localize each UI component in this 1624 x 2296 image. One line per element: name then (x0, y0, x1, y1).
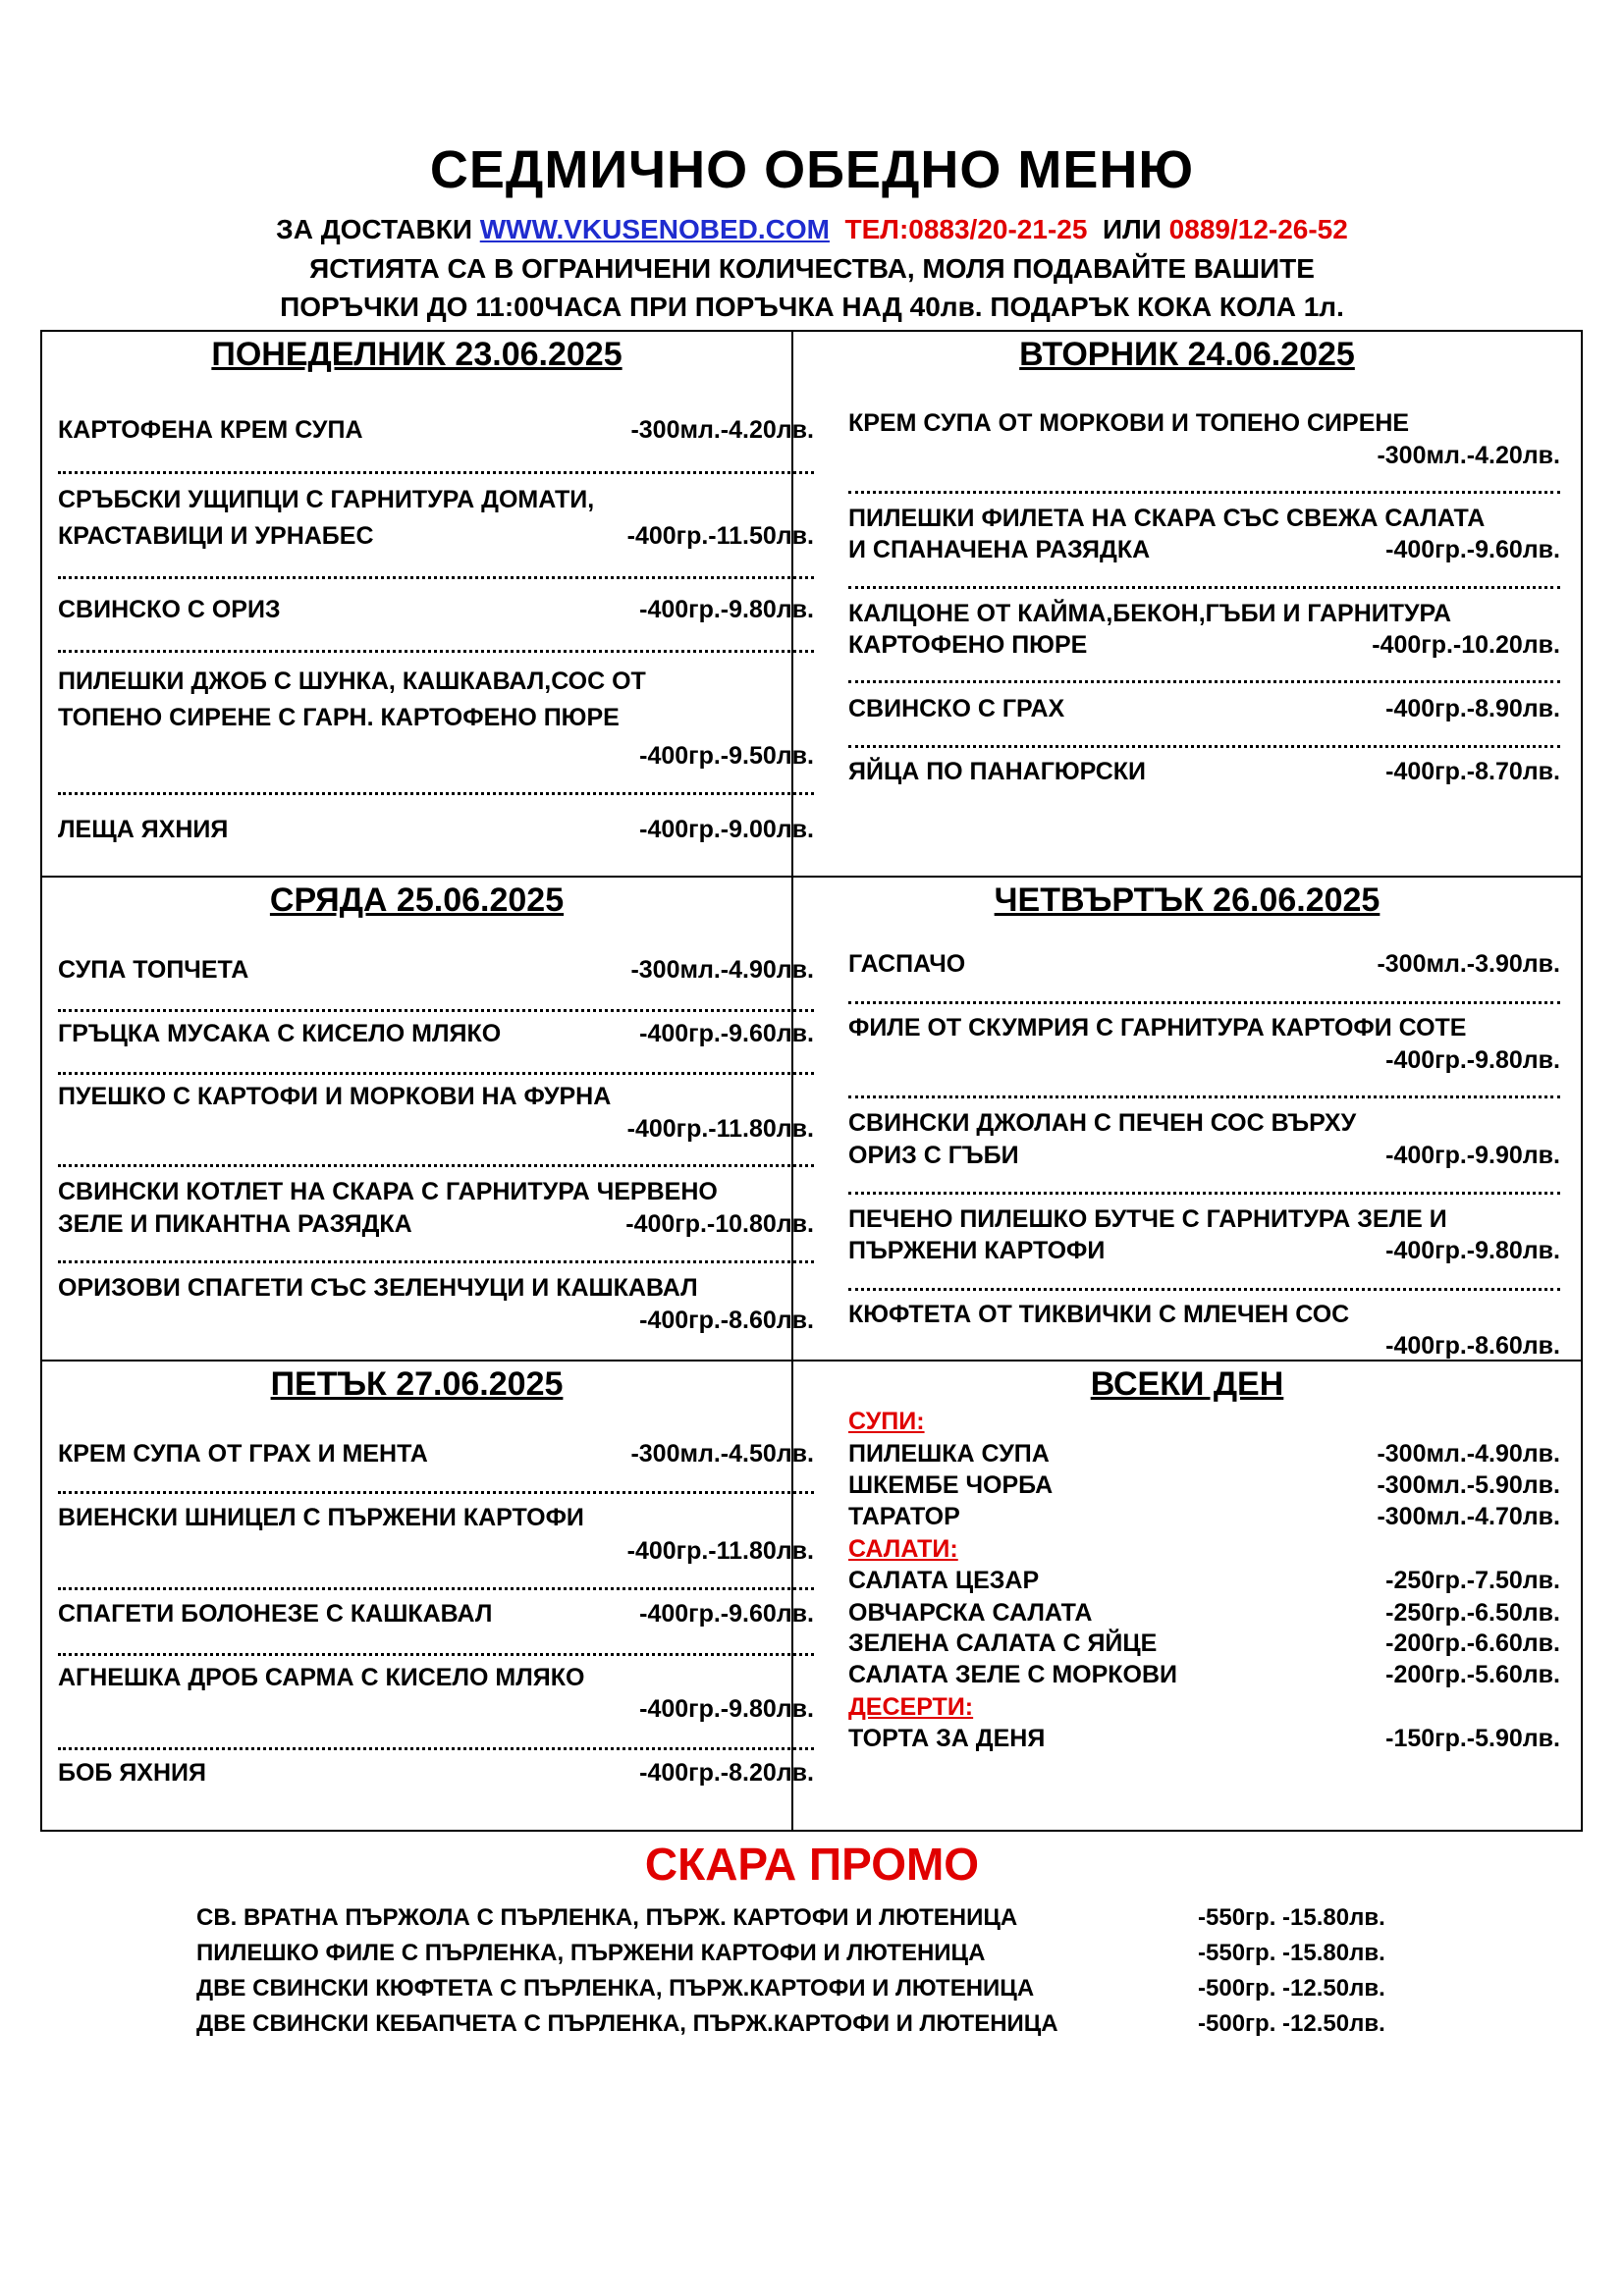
dotted-separator (848, 1192, 1560, 1195)
dotted-separator (848, 586, 1560, 589)
menu-page: СЕДМИЧНО ОБЕДНО МЕНЮ ЗА ДОСТАВКИ WWW.VKUSENOBED.COM ТЕЛ:0883/20-21-25 ИЛИ 0889/12-26-52 ЯСТИЯТА СА В ОГРАНИЧЕНИ КОЛИЧЕСТВА, МОЛЯ ПОДАВАЙТЕ ВАШИТЕ ПОРЪЧКИ ДО 11:00ЧАСА ПРИ ПОРЪЧКА НАД 40лв. ПОДАРЪК КОКА КОЛА 1л. ПОНЕДЕЛНИК 23.06.2025 КАРТОФЕНА КРЕМ СУПА -300мл.-4.20лв. СРЪБСКИ УЩИПЦИ С ГАРНИТУРА ДОМАТИ, КРАСТАВИЦИ И УРНАБЕС -400гр.-11.50лв. СВИНСКО С ОРИЗ -400гр.-9.80лв. ПИЛЕШКИ ДЖОБ С ШУНКА, КАШКАВАЛ,СОС ОТ ТОПЕНО СИРЕНЕ С ГАРН. КАРТОФЕНО ПЮРЕ -400гр.-9.50лв. ЛЕЩА ЯХНИЯ -400гр.-9.00лв. ВТОРНИК 24.06.2025 КРЕМ СУПА ОТ МОРКОВИ И ТОПЕНО СИРЕНЕ -300мл.-4.20лв. ПИЛЕШКИ ФИЛЕТА НА СКАРА СЪС СВЕЖА САЛАТА И СПАНАЧЕНА РАЗЯДКА -400гр.-9.60лв. КАЛЦОНЕ ОТ КАЙМА,БЕКОН,ГЪБИ И ГАРНИТУРА КАРТОФЕНО ПЮРЕ -400гр.-10.20лв. СВИНСКО С ГРАХ -400гр.-8.90лв. ЯЙЦА ПО ПАНАГЮРСКИ -400гр.-8.70лв. СРЯДА 25.06.2025 СУПА ТОПЧЕТА -300мл.-4.90лв. ГРЪЦКА МУСАКА С КИСЕЛО МЛЯКО -400гр.-9.60лв. ПУЕШКО С КАРТОФИ И МОРКОВИ НА ФУРНА -400гр.-11.80лв. СВИНСКИ КОТЛЕТ НА СКАРА С ГАРНИТУРА ЧЕРВЕНО ЗЕЛЕ И ПИКАНТНА РАЗЯДКА -400гр.-10.80лв. ОРИЗОВИ СПАГЕТИ СЪС ЗЕЛЕНЧУЦИ И КАШКАВАЛ -400гр.-8.60лв. ЧЕТВЪРТЪК 26.06.2025 ГАСПАЧО -300мл.-3.90лв. ФИЛЕ ОТ СКУМРИЯ С ГАРНИТУРА КАРТОФИ СОТЕ -400гр.-9.80лв. СВИНСКИ ДЖОЛАН С ПЕЧЕН СОС ВЪРХУ ОРИЗ С ГЪБИ -400гр.-9.90лв. ПЕЧЕНО ПИЛЕШКО БУТЧЕ С ГАРНИТУРА ЗЕЛЕ И ПЪРЖЕНИ КАРТОФИ -400гр.-9.80лв. КЮФТЕТА ОТ ТИКВИЧКИ С МЛЕЧЕН СОС -400гр.-8.60лв. ПЕТЪК 27.06.2025 КРЕМ СУПА ОТ ГРАХ И МЕНТА -300мл.-4.50лв. ВИЕНСКИ ШНИЦЕЛ С ПЪРЖЕНИ КАРТОФИ -400гр.-11.80лв. СПАГЕТИ БОЛОНЕЗЕ С КАШКАВАЛ -400гр.-9.60лв. АГНЕШКА ДРОБ САРМА С КИСЕЛО МЛЯКО -400гр.-9.80лв. БОБ ЯХНИЯ -400гр.-8.20лв. ВСЕКИ ДЕН СУПИ: ПИЛЕШКА СУПА -300мл.-4.90лв. ШКЕМБЕ ЧОРБА -300мл.-5.90лв. ТАРАТОР -300мл.-4.70лв. САЛАТИ: САЛАТА ЦЕЗАР -250гр.-7.50лв. ОВЧАРСКА САЛАТА -250гр.-6.50лв. ЗЕЛЕНА САЛАТА С ЯЙЦЕ -200гр.-6.60лв. САЛАТА ЗЕЛЕ С МОРКОВИ -200гр.-5.60лв. ДЕСЕРТИ: ТОРТА ЗА ДЕНЯ -150гр.-5.90лв. СКАРА ПРОМО СВ. ВРАТНА ПЪРЖОЛА С ПЪРЛЕНКА, ПЪРЖ. КАРТОФИ И ЛЮТЕНИЦА -550гр. -15.80лв. ПИЛЕШКО ФИЛЕ С ПЪРЛЕНКА, ПЪРЖЕНИ КАРТОФИ И ЛЮТЕНИЦА -550гр. -15.80лв. ДВЕ СВИНСКИ КЮФТЕТА С ПЪРЛЕНКА, ПЪРЖ.КАРТОФИ И ЛЮТЕНИЦА -500гр. -12.50лв. ДВЕ СВИНСКИ КЕБАПЧЕТА С ПЪРЛЕНКА, ПЪРЖ.КАРТОФИ И ЛЮТЕНИЦА -500гр. -12.50лв. (0, 0, 1624, 2296)
dotted-separator (58, 471, 814, 474)
dotted-separator (848, 745, 1560, 748)
dotted-separator (58, 1653, 814, 1656)
category-desserts: ДЕСЕРТИ: (848, 1693, 974, 1721)
delivery-line (0, 214, 1624, 245)
grid-divider-row-2 (40, 1360, 1583, 1362)
day-title-friday: ПЕТЪК 27.06.2025 (270, 1365, 564, 1403)
day-title-wednesday: СРЯДА 25.06.2025 (269, 881, 565, 919)
notice-line-1: ЯСТИЯТА СА В ОГРАНИЧЕНИ КОЛИЧЕСТВА, МОЛЯ ПОДАВАЙТЕ ВАШИТЕ (309, 253, 1315, 284)
category-soups: СУПИ: (848, 1408, 925, 1435)
notice-line-2: ПОРЪЧКИ ДО 11:00ЧАСА ПРИ ПОРЪЧКА НАД 40лв. ПОДАРЪК КОКА КОЛА 1л. (280, 292, 1344, 322)
phone-2: 0889/12-26-52 (1168, 214, 1348, 244)
dotted-separator (58, 1587, 814, 1590)
website-link[interactable]: WWW.VKUSENOBED.COM (479, 214, 830, 244)
day-title-thursday: ЧЕТВЪРТЪК 26.06.2025 (994, 881, 1380, 919)
dotted-separator (848, 680, 1560, 683)
or-word: ИЛИ (1102, 214, 1162, 244)
dotted-separator (848, 1288, 1560, 1291)
delivery-prefix: ЗА ДОСТАВКИ (276, 214, 472, 244)
dotted-separator (58, 1164, 814, 1167)
promo-title: СКАРА ПРОМО (644, 1839, 980, 1890)
dotted-separator (58, 650, 814, 653)
page-title: СЕДМИЧНО ОБЕДНО МЕНЮ (429, 140, 1195, 199)
grid-divider-row-1 (40, 876, 1583, 878)
dotted-separator (58, 792, 814, 795)
phone-1: ТЕЛ:0883/20-21-25 (844, 214, 1088, 244)
dotted-separator (58, 1072, 814, 1075)
day-title-monday: ПОНЕДЕЛНИК 23.06.2025 (211, 336, 623, 373)
dotted-separator (848, 1001, 1560, 1004)
dotted-separator (58, 1260, 814, 1263)
category-salads: САЛАТИ: (848, 1535, 958, 1563)
day-title-tuesday: ВТОРНИК 24.06.2025 (1019, 336, 1355, 373)
promo-item: ДВЕ СВИНСКИ КЮФТЕТА С ПЪРЛЕНКА, ПЪРЖ.КАРТОФИ И ЛЮТЕНИЦА -500гр. -12.50лв. (196, 1975, 1385, 2002)
dotted-separator (58, 1491, 814, 1494)
dotted-separator (848, 491, 1560, 494)
promo-item: ДВЕ СВИНСКИ КЕБАПЧЕТА С ПЪРЛЕНКА, ПЪРЖ.КАРТОФИ И ЛЮТЕНИЦА -500гр. -12.50лв. (196, 2010, 1385, 2037)
dotted-separator (848, 1095, 1560, 1098)
promo-item: СВ. ВРАТНА ПЪРЖОЛА С ПЪРЛЕНКА, ПЪРЖ. КАРТОФИ И ЛЮТЕНИЦА -550гр. -15.80лв. (196, 1904, 1385, 1931)
dotted-separator (58, 576, 814, 579)
promo-item: ПИЛЕШКО ФИЛЕ С ПЪРЛЕНКА, ПЪРЖЕНИ КАРТОФИ И ЛЮТЕНИЦА -550гр. -15.80лв. (196, 1940, 1385, 1966)
everyday-title: ВСЕКИ ДЕН (1090, 1365, 1284, 1403)
dotted-separator (58, 1009, 814, 1012)
dotted-separator (58, 1747, 814, 1750)
